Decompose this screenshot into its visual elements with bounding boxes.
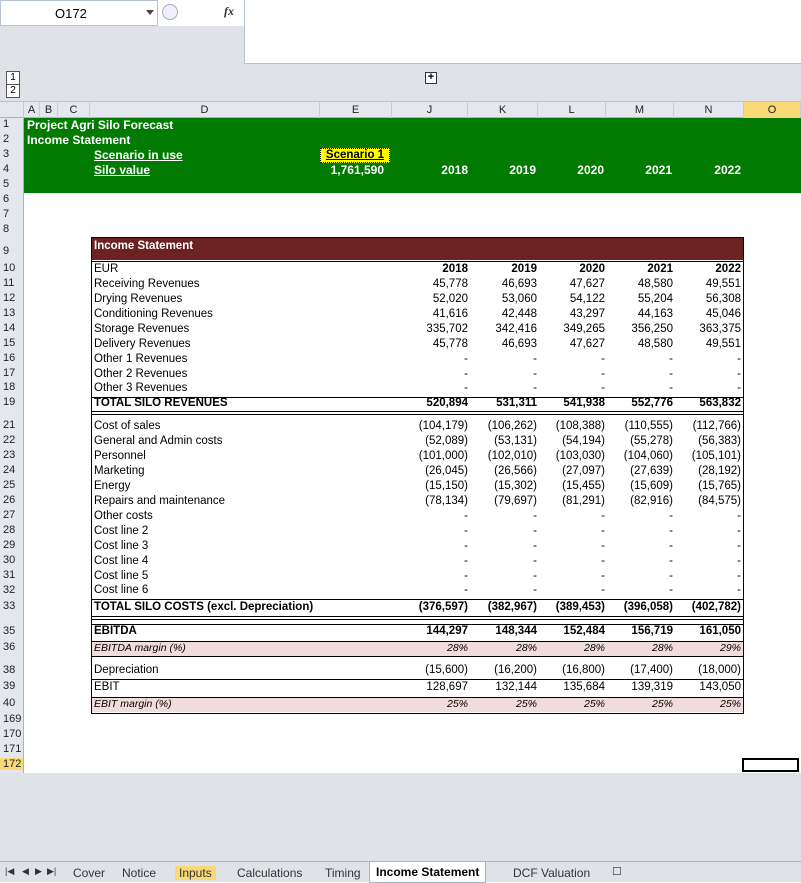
cost-row-value: - xyxy=(533,510,537,522)
row-header[interactable]: 32 xyxy=(3,584,16,596)
cost-row-value: (106,262) xyxy=(487,420,537,432)
revenue-row-value: 49,551 xyxy=(705,338,741,350)
depreciation-row-label: Depreciation xyxy=(94,664,159,676)
cost-row-value: - xyxy=(669,525,673,537)
row-header[interactable]: 31 xyxy=(3,569,16,581)
prev-sheet-icon[interactable]: ◀ xyxy=(22,866,29,876)
cost-row-value: (108,388) xyxy=(555,420,605,432)
row-header[interactable]: 3 xyxy=(3,148,10,160)
cost-row-value: - xyxy=(737,570,741,582)
cost-row-value: (28,192) xyxy=(698,465,741,477)
row-header[interactable]: 8 xyxy=(3,223,10,235)
cost-row-value: (53,131) xyxy=(494,435,537,447)
revenue-row-label: Storage Revenues xyxy=(94,323,190,335)
ebit-margin-row-value: 25% xyxy=(719,698,741,710)
report-subtitle: Income Statement xyxy=(27,133,131,147)
cost-row-value: (27,097) xyxy=(562,465,605,477)
row-header[interactable]: 171 xyxy=(3,743,22,755)
row-header[interactable]: 11 xyxy=(3,277,15,289)
depreciation-row-value: (15,600) xyxy=(425,664,468,676)
cost-row-value: (54,194) xyxy=(562,435,605,447)
cost-row-label: Marketing xyxy=(94,465,145,477)
revenue-row-value: - xyxy=(533,368,537,380)
silo-value: 1,761,590 xyxy=(330,163,384,177)
row-header[interactable]: 33 xyxy=(3,600,16,612)
cancel-icon[interactable] xyxy=(162,4,178,20)
cost-row-label: Other costs xyxy=(94,510,153,522)
ebitda-row-value: 144,297 xyxy=(426,625,468,637)
depreciation-row-value: (16,800) xyxy=(562,664,605,676)
cost-row-value: - xyxy=(737,510,741,522)
sheet-tab-bar xyxy=(0,861,801,882)
outline-level-1-button[interactable]: 1 xyxy=(6,71,20,85)
cost-row-value: (15,455) xyxy=(562,480,605,492)
row-header[interactable]: 172 xyxy=(0,758,23,770)
cost-row-value: - xyxy=(601,540,605,552)
name-box-value: O172 xyxy=(55,6,87,21)
revenue-row-value: 45,046 xyxy=(705,308,741,320)
outline-bar xyxy=(0,68,801,102)
cost-row-value: - xyxy=(601,584,605,596)
year-header: 2018 xyxy=(442,263,468,275)
ebit-margin-row-value: 25% xyxy=(651,698,673,710)
cost-row-value: - xyxy=(533,584,537,596)
cost-row-value: (15,609) xyxy=(630,480,673,492)
ebitda-margin-row-value: 29% xyxy=(719,642,741,654)
revenue-row-value: - xyxy=(669,382,673,394)
sheet-tab-inputs[interactable]: Inputs xyxy=(175,866,216,880)
revenue-row-value: - xyxy=(737,353,741,365)
silo-value-label: Silo value xyxy=(94,163,151,177)
row-header[interactable]: 9 xyxy=(3,245,10,257)
revenue-row-value: 342,416 xyxy=(495,323,537,335)
cost-row-value: - xyxy=(601,510,605,522)
revenue-row-value: 46,693 xyxy=(501,278,537,290)
column-header-n[interactable]: N xyxy=(674,102,744,118)
outline-level-2-button[interactable]: 2 xyxy=(6,84,20,98)
column-header-j[interactable]: J xyxy=(392,102,468,118)
row-header[interactable]: 16 xyxy=(3,352,16,364)
column-header-d[interactable]: D xyxy=(90,102,320,118)
cost-row-value: (26,566) xyxy=(494,465,537,477)
header-year: 2019 xyxy=(509,163,536,177)
divider xyxy=(92,411,743,415)
row-header[interactable]: 15 xyxy=(3,337,16,349)
cost-row-value: (104,179) xyxy=(418,420,468,432)
row-header-bar xyxy=(0,118,24,773)
header-year: 2021 xyxy=(645,163,672,177)
cost-row-label: Cost line 5 xyxy=(94,570,149,582)
revenue-row-value: 46,693 xyxy=(501,338,537,350)
row-header[interactable]: 14 xyxy=(3,322,16,334)
cost-row-label: Cost line 6 xyxy=(94,584,149,596)
revenue-row-value: 49,551 xyxy=(705,278,741,290)
first-sheet-icon[interactable]: |◀ xyxy=(5,866,15,876)
ebit-row-label: EBIT xyxy=(94,681,120,693)
cost-row-value: - xyxy=(464,570,468,582)
row-header[interactable]: 24 xyxy=(3,464,16,476)
cost-row-value: (104,060) xyxy=(623,450,673,462)
revenue-row-value: 42,448 xyxy=(501,308,537,320)
report-title: Project Agri Silo Forecast xyxy=(27,118,174,132)
total-costs-row-value: (376,597) xyxy=(418,601,468,613)
total-revenues-row-value: 563,832 xyxy=(699,397,741,409)
row-header[interactable]: 1 xyxy=(3,118,10,130)
sheet-tab-notice[interactable]: Notice xyxy=(122,866,157,880)
ebitda-row-value: 148,344 xyxy=(495,625,537,637)
cost-row-value: (105,101) xyxy=(691,450,741,462)
ebitda-row-label: EBITDA xyxy=(94,625,137,637)
revenue-row-value: 54,122 xyxy=(569,293,605,305)
row-header[interactable]: 13 xyxy=(3,307,16,319)
revenue-row-value: 43,297 xyxy=(569,308,605,320)
divider xyxy=(92,656,743,657)
new-sheet-icon[interactable]: ☐ xyxy=(612,866,622,878)
total-costs-row-value: (389,453) xyxy=(555,601,605,613)
divider xyxy=(92,679,743,680)
cost-row-value: - xyxy=(464,584,468,596)
depreciation-row-value: (18,000) xyxy=(698,664,741,676)
ebit-row-value: 139,319 xyxy=(631,681,673,693)
column-header-o[interactable]: O xyxy=(744,102,801,118)
total-revenues-row-value: 541,938 xyxy=(563,397,605,409)
revenue-row-value: - xyxy=(669,368,673,380)
cost-row-label: Cost of sales xyxy=(94,420,161,432)
divider xyxy=(92,616,743,620)
cost-row-label: Cost line 3 xyxy=(94,540,149,552)
column-header-l[interactable]: L xyxy=(538,102,606,118)
total-costs-row-value: (402,782) xyxy=(691,601,741,613)
cost-row-label: Repairs and maintenance xyxy=(94,495,226,507)
sheet-tab-cover[interactable]: Cover xyxy=(73,866,106,880)
formula-bar-spacer xyxy=(0,26,244,65)
row-header[interactable]: 169 xyxy=(3,713,22,725)
cost-row-value: - xyxy=(737,525,741,537)
cost-row-value: (101,000) xyxy=(418,450,468,462)
year-header: 2022 xyxy=(715,263,741,275)
cost-row-value: - xyxy=(464,510,468,522)
row-header[interactable]: 40 xyxy=(3,697,16,709)
cost-row-value: (102,010) xyxy=(487,450,537,462)
cost-row-value: (15,150) xyxy=(425,480,468,492)
cost-row-value: - xyxy=(669,584,673,596)
row-header[interactable]: 17 xyxy=(3,367,16,379)
ebit-margin-row-value: 25% xyxy=(515,698,537,710)
total-revenues-row-value: 520,894 xyxy=(426,397,468,409)
cost-row-value: - xyxy=(464,525,468,537)
cost-row-value: - xyxy=(669,570,673,582)
ebitda-margin-row-value: 28% xyxy=(515,642,537,654)
year-header: 2019 xyxy=(511,263,537,275)
row-header[interactable]: 5 xyxy=(3,178,10,190)
header-year: 2018 xyxy=(441,163,468,177)
row-header[interactable]: 25 xyxy=(3,479,16,491)
revenue-row-value: - xyxy=(464,353,468,365)
insert-function-icon[interactable]: fx xyxy=(224,4,234,18)
name-box[interactable] xyxy=(0,0,158,26)
year-header: 2020 xyxy=(579,263,605,275)
depreciation-row-value: (16,200) xyxy=(494,664,537,676)
ebit-margin-row-value: 25% xyxy=(446,698,468,710)
row-header[interactable]: 39 xyxy=(3,680,16,692)
total-costs-row-label: TOTAL SILO COSTS (excl. Depreciation) xyxy=(94,601,314,613)
selected-cell[interactable] xyxy=(742,758,799,772)
revenue-row-value: 356,250 xyxy=(631,323,673,335)
cost-row-value: - xyxy=(669,510,673,522)
revenue-row-value: - xyxy=(737,382,741,394)
row-header[interactable]: 27 xyxy=(3,509,16,521)
cost-row-value: (15,302) xyxy=(494,480,537,492)
row-header[interactable]: 10 xyxy=(3,262,16,274)
revenue-row-value: 45,778 xyxy=(432,278,468,290)
revenue-row-value: 47,627 xyxy=(569,278,605,290)
revenue-row-value: 349,265 xyxy=(563,323,605,335)
total-revenues-row-value: 552,776 xyxy=(631,397,673,409)
header-year: 2020 xyxy=(577,163,604,177)
row-header[interactable]: 170 xyxy=(3,728,22,740)
ebit-row-value: 132,144 xyxy=(495,681,537,693)
ebit-margin-row-value: 25% xyxy=(583,698,605,710)
revenue-row-label: Receiving Revenues xyxy=(94,278,200,290)
revenue-row-value: 48,580 xyxy=(637,338,673,350)
ebit-row-value: 143,050 xyxy=(699,681,741,693)
revenue-row-value: 56,308 xyxy=(705,293,741,305)
ebitda-margin-row-value: 28% xyxy=(583,642,605,654)
sheet-tab-calculations[interactable]: Calculations xyxy=(237,866,303,880)
revenue-row-value: - xyxy=(533,382,537,394)
cost-row-value: (55,278) xyxy=(630,435,673,447)
row-header[interactable]: 23 xyxy=(3,449,16,461)
formula-input[interactable] xyxy=(244,0,801,64)
revenue-row-label: Other 2 Revenues xyxy=(94,368,188,380)
column-header-bar xyxy=(0,102,801,118)
sheet-tab-income-statement[interactable]: Income Statement xyxy=(369,862,486,883)
row-header[interactable]: 36 xyxy=(3,641,16,653)
depreciation-row-value: (17,400) xyxy=(630,664,673,676)
row-header[interactable]: 29 xyxy=(3,539,16,551)
table-heading: Income Statement xyxy=(94,240,194,252)
revenue-row-value: 55,204 xyxy=(637,293,673,305)
revenue-row-value: 53,060 xyxy=(501,293,537,305)
revenue-row-value: - xyxy=(737,368,741,380)
revenue-row-value: 47,627 xyxy=(569,338,605,350)
cost-row-value: - xyxy=(601,555,605,567)
cost-row-value: - xyxy=(737,540,741,552)
cost-row-value: (82,916) xyxy=(630,495,673,507)
year-header: 2021 xyxy=(647,263,673,275)
next-sheet-icon[interactable]: ▶ xyxy=(35,866,42,876)
empty-area xyxy=(0,773,801,861)
ebitda-margin-row-value: 28% xyxy=(651,642,673,654)
row-header[interactable]: 19 xyxy=(3,396,16,408)
cost-row-value: - xyxy=(601,525,605,537)
row-header[interactable]: 21 xyxy=(3,419,16,431)
divider xyxy=(92,599,743,600)
cost-row-value: - xyxy=(737,584,741,596)
revenue-row-value: - xyxy=(669,353,673,365)
ebitda-row-value: 161,050 xyxy=(699,625,741,637)
cost-row-value: - xyxy=(464,555,468,567)
revenue-row-label: Drying Revenues xyxy=(94,293,183,305)
sheet-tab-dcf-valuation[interactable]: DCF Valuation xyxy=(513,866,591,880)
cost-row-value: - xyxy=(669,555,673,567)
revenue-row-value: - xyxy=(601,353,605,365)
revenue-row-label: Delivery Revenues xyxy=(94,338,191,350)
cost-row-value: (26,045) xyxy=(425,465,468,477)
total-revenues-row-value: 531,311 xyxy=(496,397,537,409)
revenue-row-value: - xyxy=(601,382,605,394)
cost-row-value: (84,575) xyxy=(698,495,741,507)
row-header[interactable]: 12 xyxy=(3,292,16,304)
revenue-row-value: - xyxy=(601,368,605,380)
column-header-c[interactable]: C xyxy=(58,102,90,118)
cost-row-label: Personnel xyxy=(94,450,146,462)
revenue-row-value: - xyxy=(533,353,537,365)
cost-row-value: - xyxy=(601,570,605,582)
cost-row-value: (103,030) xyxy=(555,450,605,462)
revenue-row-value: 48,580 xyxy=(637,278,673,290)
header-year: 2022 xyxy=(714,163,741,177)
cost-row-value: - xyxy=(737,555,741,567)
column-header-b[interactable]: B xyxy=(40,102,58,118)
row-header[interactable]: 38 xyxy=(3,664,16,676)
total-costs-row-value: (382,967) xyxy=(487,601,537,613)
revenue-row-label: Other 3 Revenues xyxy=(94,382,188,394)
row-header[interactable]: 7 xyxy=(3,208,10,220)
revenue-row-value: - xyxy=(464,382,468,394)
ebitda-margin-row-value: 28% xyxy=(446,642,468,654)
cost-row-value: (110,555) xyxy=(624,420,673,432)
row-header[interactable]: 4 xyxy=(3,163,10,175)
revenue-row-value: - xyxy=(464,368,468,380)
row-header[interactable]: 26 xyxy=(3,494,16,506)
currency-label: EUR xyxy=(94,263,119,275)
scenario-label: Scenario in use xyxy=(94,148,183,162)
cost-row-value: (56,383) xyxy=(698,435,741,447)
select-all-corner[interactable] xyxy=(0,102,24,118)
cost-row-value: (79,697) xyxy=(494,495,537,507)
cost-row-label: Cost line 2 xyxy=(94,525,149,537)
divider xyxy=(92,261,743,262)
cost-row-value: (15,765) xyxy=(698,480,741,492)
cost-row-label: Energy xyxy=(94,480,131,492)
column-header-m[interactable]: M xyxy=(606,102,674,118)
revenue-row-value: 41,616 xyxy=(432,308,468,320)
column-header-e[interactable]: E xyxy=(320,102,392,118)
cost-row-value: (78,134) xyxy=(425,495,468,507)
cost-row-value: - xyxy=(533,525,537,537)
cost-row-value: (27,639) xyxy=(630,465,673,477)
revenue-row-value: 363,375 xyxy=(699,323,741,335)
ebitda-row-value: 156,719 xyxy=(631,625,673,637)
row-header[interactable]: 35 xyxy=(3,625,16,637)
chevron-down-icon[interactable] xyxy=(146,10,154,15)
scenario-cell[interactable]: Scenario 1 xyxy=(320,148,390,163)
total-revenues-row-label: TOTAL SILO REVENUES xyxy=(94,397,228,409)
last-sheet-icon[interactable]: ▶| xyxy=(47,866,57,876)
ebit-row-value: 128,697 xyxy=(426,681,468,693)
cost-row-value: - xyxy=(533,555,537,567)
column-header-k[interactable]: K xyxy=(468,102,538,118)
cost-row-value: - xyxy=(533,570,537,582)
row-header[interactable]: 6 xyxy=(3,193,10,205)
cost-row-value: - xyxy=(533,540,537,552)
row-header[interactable]: 2 xyxy=(3,133,10,145)
ebitda-margin-row-label: EBITDA margin (%) xyxy=(94,642,186,654)
row-header[interactable]: 28 xyxy=(3,524,16,536)
revenue-row-value: 52,020 xyxy=(432,293,468,305)
cost-row-value: (81,291) xyxy=(562,495,605,507)
expand-group-icon[interactable]: + xyxy=(425,72,437,84)
revenue-row-label: Conditioning Revenues xyxy=(94,308,213,320)
ebitda-row-value: 152,484 xyxy=(563,625,605,637)
row-header[interactable]: 22 xyxy=(3,434,16,446)
sheet-tab-timing[interactable]: Timing xyxy=(325,866,361,880)
total-costs-row-value: (396,058) xyxy=(623,601,673,613)
cost-row-value: - xyxy=(669,540,673,552)
cost-row-value: - xyxy=(464,540,468,552)
row-header[interactable]: 30 xyxy=(3,554,16,566)
revenue-row-value: 45,778 xyxy=(432,338,468,350)
cost-row-value: (112,766) xyxy=(692,420,741,432)
cost-row-label: Cost line 4 xyxy=(94,555,149,567)
row-header[interactable]: 18 xyxy=(3,381,16,393)
cost-row-value: (52,089) xyxy=(425,435,468,447)
revenue-row-value: 44,163 xyxy=(637,308,673,320)
ebit-margin-row-label: EBIT margin (%) xyxy=(94,698,172,710)
ebit-row-value: 135,684 xyxy=(563,681,605,693)
revenue-row-value: 335,702 xyxy=(426,323,468,335)
cost-row-label: General and Admin costs xyxy=(94,435,223,447)
revenue-row-label: Other 1 Revenues xyxy=(94,353,188,365)
column-header-a[interactable]: A xyxy=(24,102,40,118)
